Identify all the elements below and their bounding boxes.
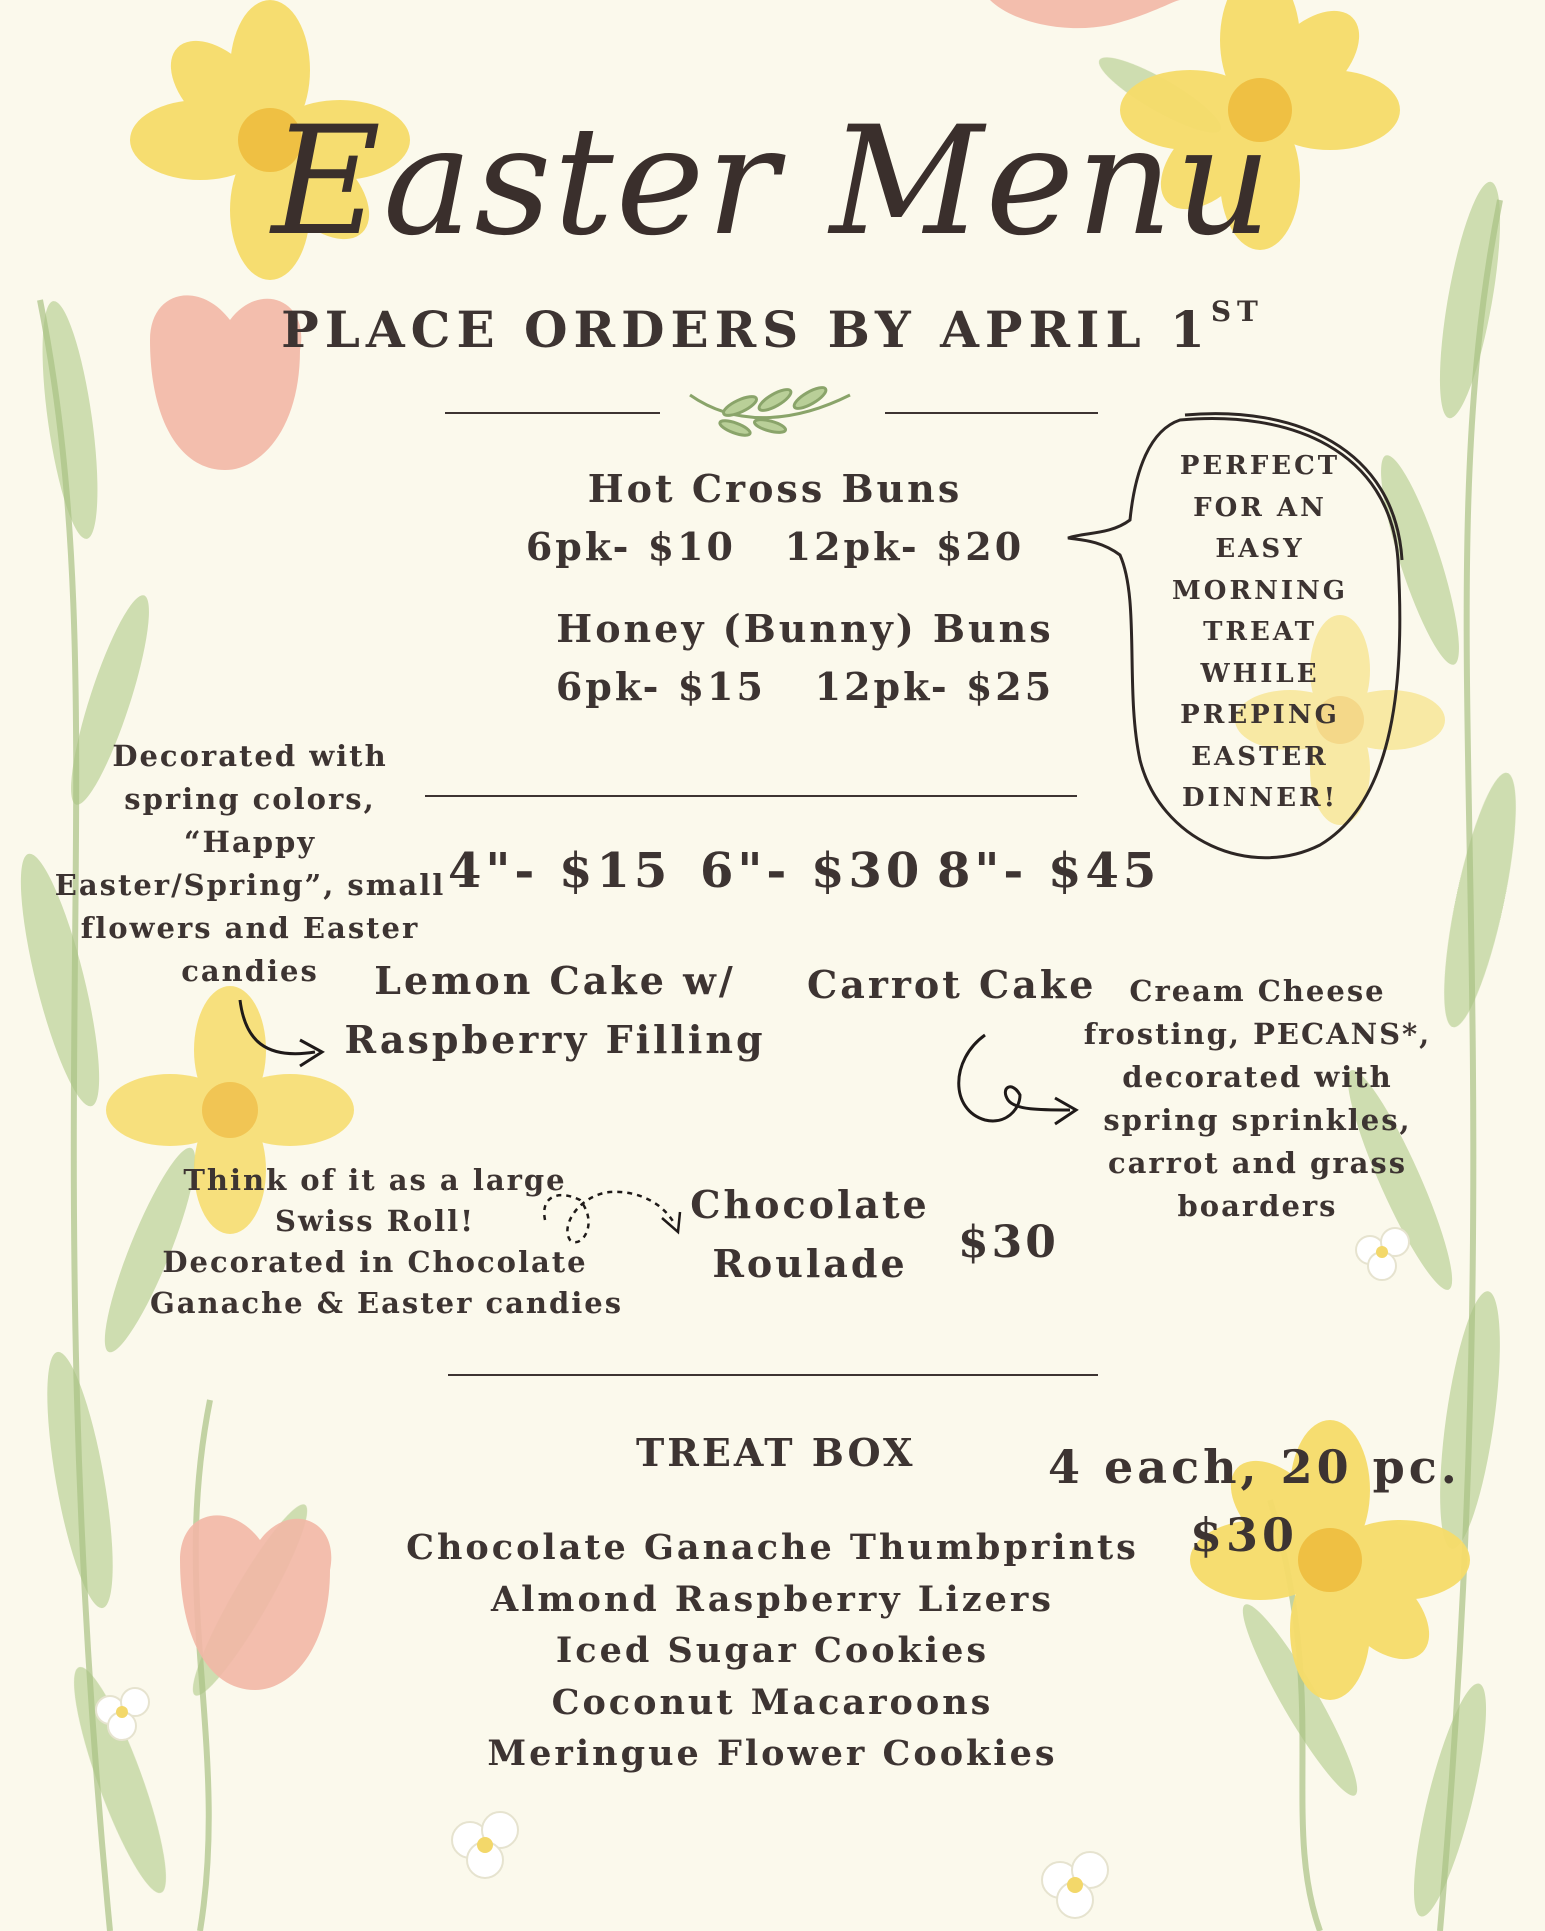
cake-size-8: 8"- $45 [937,843,1161,899]
note-line: flowers and Easter [80,911,420,945]
treat-item: Almond Raspberry Lizers [490,1578,1055,1620]
lemon-cake-name [330,951,780,1069]
note-line: decorated with [1122,1060,1393,1094]
note-line: candies [181,954,319,988]
roulade-note [150,1160,624,1324]
hot-cross-buns-prices: 6pk- $10 12pk- $20 [525,524,1025,569]
callout-line: PREPING [1180,700,1340,730]
order-deadline [0,295,1545,359]
order-deadline-suffix: ST [1210,295,1264,329]
callout-text [1140,446,1380,820]
note-line: carrot and grass [1107,1146,1408,1180]
honey-buns-name: Honey (Bunny) Buns [556,606,1054,651]
roulade-name [680,1175,940,1293]
note-line: “Happy [183,825,317,859]
treat-item: Meringue Flower Cookies [487,1733,1058,1774]
lemon-cake-line: Raspberry Filling [344,1017,766,1062]
callout-line: FOR AN [1193,492,1327,523]
note-line: Decorated with [112,739,388,773]
callout-line: PERFECT [1179,451,1341,481]
callout-line: EASTER [1191,741,1329,772]
roulade-divider [448,1374,1098,1376]
roulade-line: Chocolate [690,1182,930,1227]
note-line: Cream Cheese [1129,974,1386,1008]
title-divider-left [445,412,660,414]
roulade-price: $30 [958,1217,1059,1268]
carrot-cake-name: Carrot Cake [807,962,1097,1007]
treat-item: Chocolate Ganache Thumbprints [406,1527,1139,1568]
order-deadline-text: PLACE ORDERS BY APRIL 1 [281,300,1211,359]
sprig-ornament [690,384,850,438]
treat-item: Iced Sugar Cookies [555,1630,990,1671]
treat-box-quantity: 4 each, 20 pc. [1048,1440,1461,1494]
roulade-line: Roulade [712,1241,908,1286]
carrot-cake-note [1080,970,1435,1228]
page-title: Easter Menu [271,95,1274,269]
heart-arrow [959,1035,1076,1124]
honey-buns-prices: 6pk- $15 12pk- $25 [555,664,1055,709]
note-line: Ganache & Easter candies [150,1286,624,1320]
buns-divider [425,795,1077,797]
cake-size-4: 4"- $15 [448,843,672,899]
callout-line: MORNING [1172,575,1348,606]
note-line: boarders [1177,1189,1338,1223]
callout-line: WHILE [1200,658,1320,689]
callout-line: DINNER! [1181,783,1339,813]
title-divider-right [885,412,1098,414]
note-line: Easter/Spring”, small [54,868,446,902]
note-line: Swiss Roll! [275,1204,475,1238]
note-line: Decorated in Chocolate [162,1245,588,1279]
treat-box-heading: TREAT BOX [636,1430,916,1475]
note-line: spring colors, [124,782,376,816]
treat-box-price: $30 [1190,1508,1299,1562]
note-line: spring sprinkles, [1103,1103,1412,1137]
treat-item: Coconut Macaroons [551,1681,994,1723]
callout-line: EASY [1215,534,1305,564]
lemon-cake-line: Lemon Cake w/ [374,958,736,1003]
callout-line: TREAT [1203,617,1317,647]
note-line: frosting, PECANS*, [1083,1017,1432,1051]
note-line: Think of it as a large [183,1163,567,1197]
hot-cross-buns-name: Hot Cross Buns [587,466,963,511]
cake-size-6: 6"- $30 [700,843,924,899]
treat-box-items [400,1522,1145,1780]
